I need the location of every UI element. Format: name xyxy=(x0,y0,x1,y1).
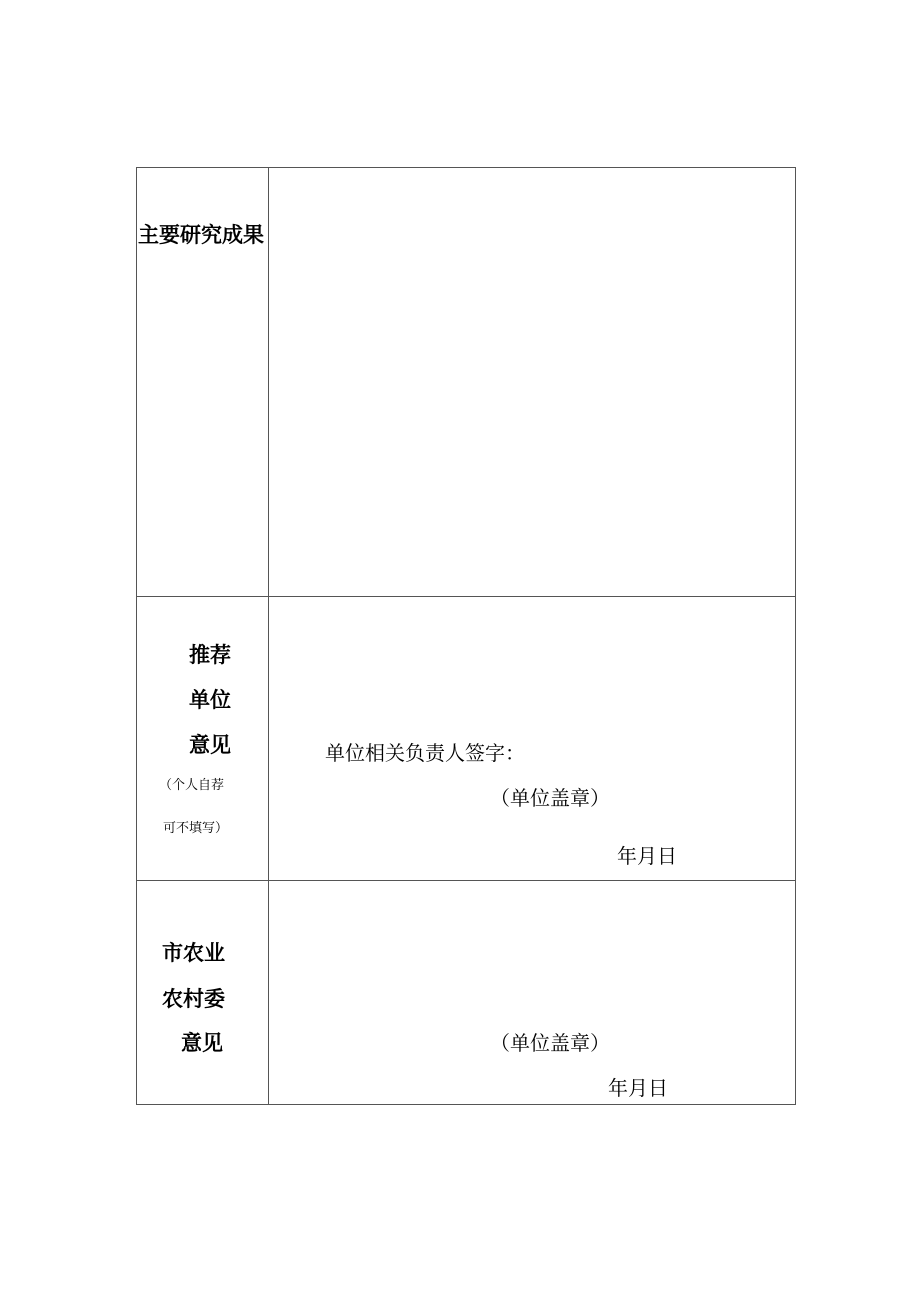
committee-date-label: 年月日 xyxy=(608,1076,668,1100)
recommend-date-label: 年月日 xyxy=(617,844,677,868)
committee-label-line2: 农村委 xyxy=(162,987,225,1011)
committee-seal-label: （单位盖章） xyxy=(490,1031,610,1055)
recommend-opinion-content[interactable] xyxy=(269,597,795,880)
research-results-content[interactable] xyxy=(269,168,795,596)
recommend-opinion-row xyxy=(137,596,795,880)
research-results-label: 主要研究成果 xyxy=(138,223,264,247)
self-recommend-note-line2: 可不填写） xyxy=(163,821,229,836)
self-recommend-note-line1: （个人自荐 xyxy=(159,778,225,793)
form-table xyxy=(136,167,796,1105)
committee-label-line3: 意见 xyxy=(181,1031,223,1055)
committee-opinion-content[interactable] xyxy=(269,881,795,1104)
recommend-label-line3: 意见 xyxy=(189,733,231,757)
committee-label-line1: 市农业 xyxy=(162,941,225,965)
research-results-label-cell xyxy=(137,168,269,596)
recommend-seal-label: （单位盖章） xyxy=(490,786,610,810)
committee-opinion-label-cell xyxy=(137,881,269,1104)
recommend-label-line1: 推荐 xyxy=(189,643,231,667)
research-results-row xyxy=(137,168,795,596)
committee-opinion-row xyxy=(137,880,795,1104)
recommend-label-line2: 单位 xyxy=(189,688,231,712)
signature-label: 单位相关负责人签字： xyxy=(325,741,525,765)
recommend-opinion-label-cell xyxy=(137,597,269,880)
